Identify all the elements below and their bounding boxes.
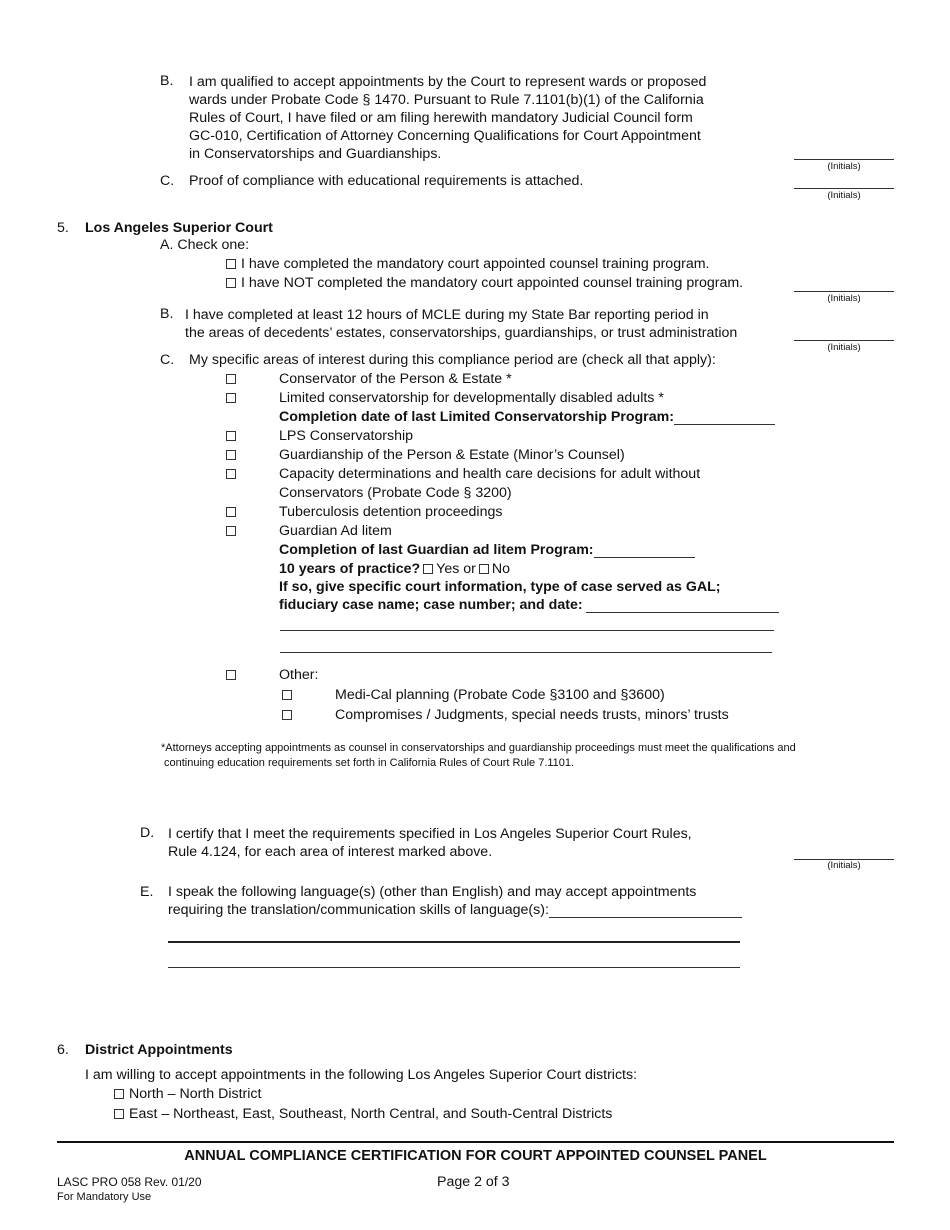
section-5b-letter: B. bbox=[160, 306, 174, 322]
item-medi-cal: Medi-Cal planning (Probate Code §3100 and §3600) bbox=[335, 687, 665, 703]
initials-label: (Initials) bbox=[827, 342, 861, 353]
section-5-number: 5. bbox=[57, 220, 69, 236]
section-5d-line: Rule 4.124, for each area of interest marked above. bbox=[168, 844, 493, 860]
gal-info-field[interactable] bbox=[586, 598, 779, 613]
limited-completion bbox=[279, 409, 775, 425]
section-6-title: District Appointments bbox=[85, 1042, 233, 1058]
footer-rule bbox=[57, 1141, 894, 1143]
limited-completion-field[interactable] bbox=[674, 410, 775, 425]
language-label: requiring the translation/communication skills of language(s): bbox=[168, 902, 549, 918]
checkbox[interactable] bbox=[226, 278, 236, 288]
limited-completion-label: Completion date of last Limited Conservatorship Program: bbox=[279, 409, 674, 425]
section-6-number: 6. bbox=[57, 1042, 69, 1058]
section-5e-line-2 bbox=[168, 902, 742, 918]
checkbox-other[interactable] bbox=[226, 670, 236, 680]
item-compromises: Compromises / Judgments, special needs trusts, minors’ trusts bbox=[335, 707, 729, 723]
item-conservator: Conservator of the Person & Estate * bbox=[279, 371, 512, 387]
mandatory-use: For Mandatory Use bbox=[57, 1191, 152, 1203]
item-4b-letter: B. bbox=[160, 73, 174, 89]
initials-label: (Initials) bbox=[827, 161, 861, 172]
item-4b-line: in Conservatorships and Guardianships. bbox=[189, 146, 442, 162]
option-label: I have NOT completed the mandatory court appointed counsel training program. bbox=[241, 275, 744, 291]
footnote-line-2: continuing education requirements set forth in California Rules of Court Rule 7.1101. bbox=[164, 757, 575, 769]
checkbox[interactable] bbox=[114, 1089, 124, 1099]
section-5a-option bbox=[226, 256, 709, 272]
item-tb: Tuberculosis detention proceedings bbox=[279, 504, 503, 520]
initials-label: (Initials) bbox=[827, 190, 861, 201]
item-limited: Limited conservatorship for developmentally disabled adults * bbox=[279, 390, 664, 406]
item-capacity-line-2: Conservators (Probate Code § 3200) bbox=[279, 485, 512, 501]
section-5c-letter: C. bbox=[160, 352, 175, 368]
checkbox-limited[interactable] bbox=[226, 393, 236, 403]
item-4b-line: Rules of Court, I have filed or am filing herewith mandatory Judicial Council form bbox=[189, 110, 693, 126]
gal-info-label: fiduciary case name; case number; and date: bbox=[279, 597, 583, 613]
gal-info bbox=[279, 597, 779, 613]
yes-label: Yes or bbox=[436, 561, 476, 577]
checkbox-gal[interactable] bbox=[226, 526, 236, 536]
section-5e-line-1: I speak the following language(s) (other than English) and may accept appointments bbox=[168, 884, 697, 900]
district-option bbox=[114, 1086, 261, 1102]
checkbox-conservator[interactable] bbox=[226, 374, 236, 384]
section-6-intro: I am willing to accept appointments in the following Los Angeles Superior Court districts: bbox=[85, 1067, 638, 1083]
footer-title: ANNUAL COMPLIANCE CERTIFICATION FOR COURT APPOINTED COUNSEL PANEL bbox=[184, 1148, 767, 1164]
language-field[interactable] bbox=[549, 903, 742, 918]
initials-line[interactable] bbox=[794, 188, 894, 189]
item-4c-text: Proof of compliance with educational requirements is attached. bbox=[189, 173, 584, 189]
item-lps: LPS Conservatorship bbox=[279, 428, 414, 444]
section-5a-label: A. Check one: bbox=[160, 237, 250, 253]
checkbox-yes[interactable] bbox=[423, 564, 433, 574]
checkbox-medi-cal[interactable] bbox=[282, 690, 292, 700]
section-5c-intro: My specific areas of interest during this compliance period are (check all that apply): bbox=[189, 352, 716, 368]
gal-years-label: 10 years of practice? bbox=[279, 561, 421, 577]
section-5-title: Los Angeles Superior Court bbox=[85, 220, 273, 236]
initials-label: (Initials) bbox=[827, 860, 861, 871]
initials-line[interactable] bbox=[794, 159, 894, 160]
language-line[interactable] bbox=[168, 967, 740, 968]
checkbox-compromises[interactable] bbox=[282, 710, 292, 720]
checkbox[interactable] bbox=[114, 1109, 124, 1119]
gal-info-line[interactable] bbox=[280, 630, 774, 631]
initials-label: (Initials) bbox=[827, 293, 861, 304]
district-option bbox=[114, 1106, 612, 1122]
section-5d-line: I certify that I meet the requirements specified in Los Angeles Superior Court Rules, bbox=[168, 826, 692, 842]
gal-completion-field[interactable] bbox=[594, 543, 695, 558]
language-line[interactable] bbox=[168, 941, 740, 943]
initials-line[interactable] bbox=[794, 340, 894, 341]
section-5a-option bbox=[226, 275, 743, 291]
item-4b-line: wards under Probate Code § 1470. Pursuant to Rule 7.1101(b)(1) of the California bbox=[189, 92, 704, 108]
no-label: No bbox=[491, 561, 511, 577]
gal-info-line-1: If so, give specific court information, type of case served as GAL; bbox=[279, 579, 721, 595]
item-other: Other: bbox=[279, 667, 319, 683]
checkbox-lps[interactable] bbox=[226, 431, 236, 441]
item-4b-line: I am qualified to accept appointments by the Court to represent wards or proposed bbox=[189, 74, 707, 90]
gal-completion-label: Completion of last Guardian ad litem Program: bbox=[279, 542, 594, 558]
gal-info-line[interactable] bbox=[280, 652, 772, 653]
checkbox-guardianship[interactable] bbox=[226, 450, 236, 460]
section-5d-letter: D. bbox=[140, 825, 155, 841]
section-5d-text bbox=[168, 825, 692, 861]
section-5b-line: the areas of decedents’ estates, conservatorships, guardianships, or trust administration bbox=[185, 325, 738, 341]
form-id: LASC PRO 058 Rev. 01/20 bbox=[57, 1175, 202, 1189]
checkbox-capacity[interactable] bbox=[226, 469, 236, 479]
footnote-line-1: *Attorneys accepting appointments as counsel in conservatorships and guardianship proceedings must meet the qualifications and bbox=[161, 742, 796, 754]
item-4b-line: GC-010, Certification of Attorney Concerning Qualifications for Court Appointment bbox=[189, 128, 701, 144]
page-number: Page 2 of 3 bbox=[437, 1174, 510, 1190]
option-label: I have completed the mandatory court appointed counsel training program. bbox=[241, 256, 710, 272]
gal-years bbox=[279, 561, 510, 577]
item-guardianship: Guardianship of the Person & Estate (Minor’s Counsel) bbox=[279, 447, 625, 463]
section-5b-line: I have completed at least 12 hours of MCLE during my State Bar reporting period in bbox=[185, 307, 709, 323]
section-5e-letter: E. bbox=[140, 884, 154, 900]
item-gal: Guardian Ad litem bbox=[279, 523, 392, 539]
checkbox[interactable] bbox=[226, 259, 236, 269]
item-4b-text bbox=[189, 73, 706, 163]
initials-line[interactable] bbox=[794, 291, 894, 292]
section-5b-text bbox=[185, 306, 737, 342]
district-label: East – Northeast, East, Southeast, North Central, and South-Central Districts bbox=[129, 1106, 613, 1122]
gal-completion bbox=[279, 542, 695, 558]
checkbox-tb[interactable] bbox=[226, 507, 236, 517]
district-label: North – North District bbox=[129, 1086, 262, 1102]
item-4c-letter: C. bbox=[160, 173, 175, 189]
checkbox-no[interactable] bbox=[479, 564, 489, 574]
item-capacity-line-1: Capacity determinations and health care decisions for adult without bbox=[279, 466, 701, 482]
